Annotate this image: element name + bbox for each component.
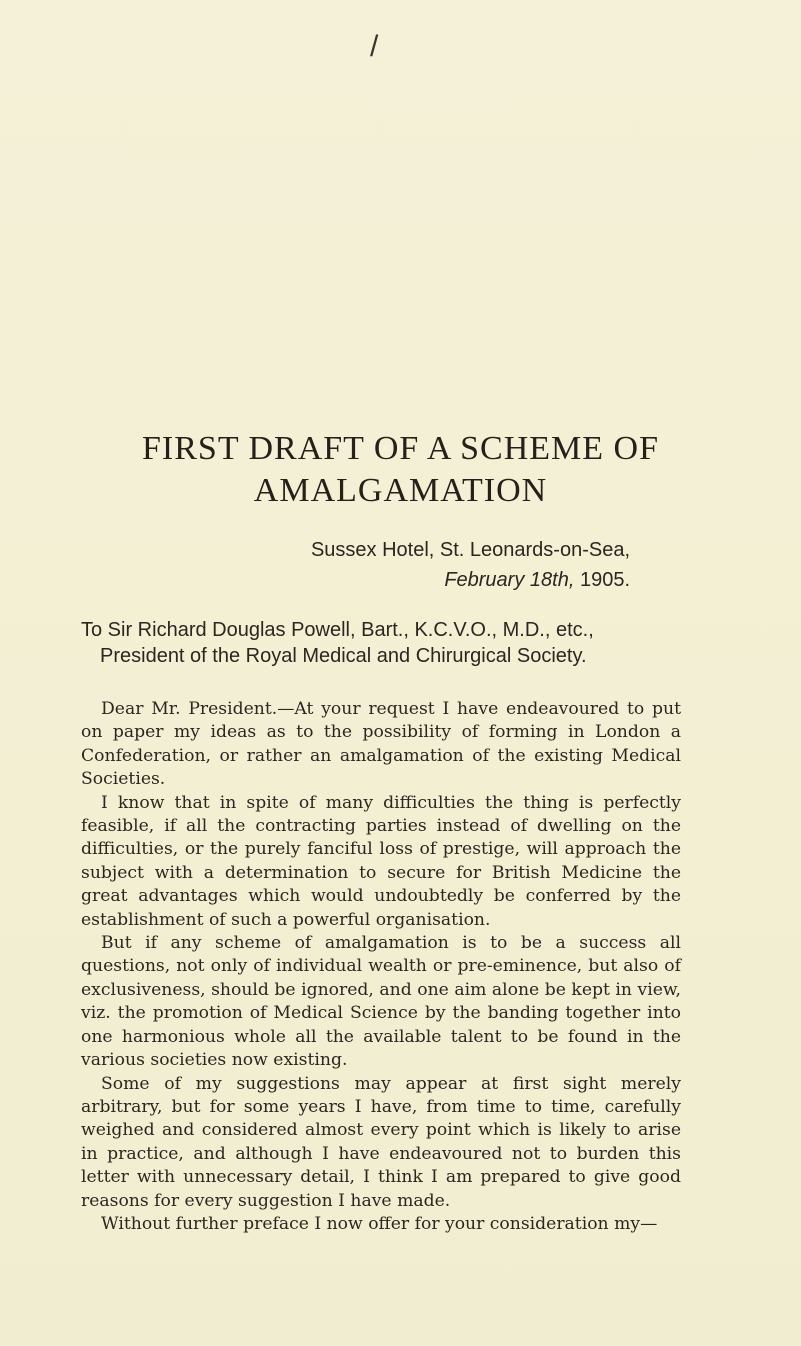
address-line-2: President of the Royal Medical and Chirurgical Society.	[100, 645, 587, 667]
paragraph: I know that in spite of many difficulties the thing is perfectly feasible, if all the contracting parties instead of dwelling on the difficulties, or the purely fanciful loss of prestige, will approach the subject with a determination to secure for British Medicine the great advantages which would undoubtedly be conferred by the establishment of such a powerful organisation.	[81, 792, 681, 930]
dateline-date	[0, 566, 630, 594]
date-month: February	[444, 569, 525, 591]
title-line-1: FIRST DRAFT OF A SCHEME OF	[142, 430, 659, 467]
paragraph: Dear Mr. President.—At your request I have endeavoured to put on paper my ideas as to the possibility of forming in London a Confederation, or rather an amalgamation of the existing Medical Societies.	[81, 699, 681, 790]
page-title	[0, 428, 801, 512]
address-line-1: To Sir Richard Douglas Powell, Bart., K.C.V.O., M.D., etc.,	[81, 619, 594, 641]
date-year: 1905.	[574, 569, 630, 591]
dateline-place: Sussex Hotel, St. Leonards-on-Sea,	[310, 539, 630, 561]
letter-body	[81, 698, 681, 1236]
paragraph: Some of my suggestions may appear at first sight merely arbitrary, but for some years I have, from time to time, carefully weighed and considered almost every point which is likely to arise in practice, and although I have endeavoured not to burden this letter with unnecessary detail, I think I am prepared to give good reasons for every suggestion I have made.	[81, 1073, 681, 1211]
page-mark: /	[370, 30, 379, 63]
date-day: 18th,	[529, 569, 575, 591]
title-line-2: AMALGAMATION	[253, 472, 548, 509]
paragraph: But if any scheme of amalgamation is to be a success all questions, not only of individual wealth or pre-eminence, but also of exclusiveness, should be ignored, and one aim alone be kept in view, viz. the promotion of Medical Science by the banding together into one harmonious whole all the available talent to be found in the various societies now existing.	[81, 933, 681, 1071]
paragraph: Without further preface I now offer for your consideration my—	[101, 1213, 658, 1234]
